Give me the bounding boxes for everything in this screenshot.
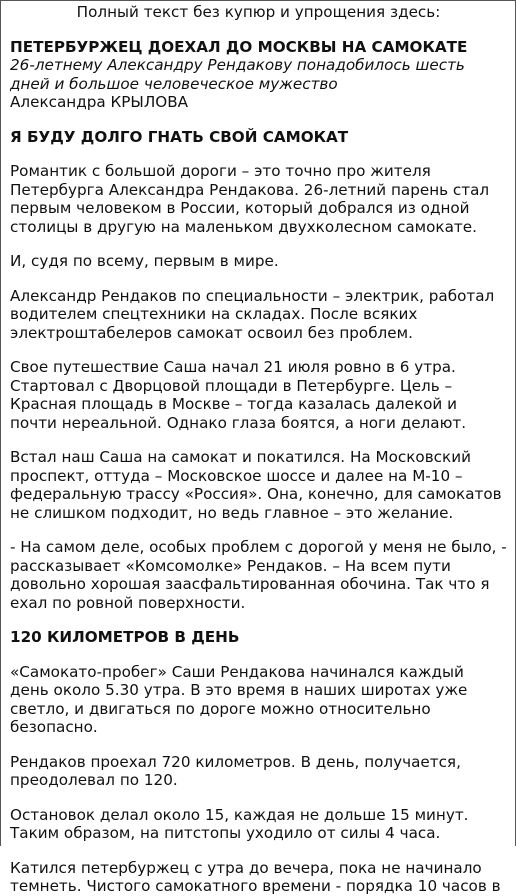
paragraph: Рендаков проехал 720 километров. В день, получается, преодолевал по 120. (10, 752, 461, 789)
paragraph: «Самокато-пробег» Саши Рендакова начинался каждый день около 5.30 утра. В это время в наших широтах уже светло, и двигаться по дороге можно относительно безопасно. (10, 662, 468, 736)
article-lead: 26-летнему Александру Рендакову понадобилось шесть дней и большое человеческое мужество (10, 56, 465, 93)
paragraph: Романтик с большой дороги – это точно про жителя Петербурга Александра Рендакова. 26-летний парень стал первым человеком в России, который добрался из одной столицы в другую на маленьком двухколесном самокате. (10, 162, 490, 236)
full-text-link-line: Полный текст без купюр и упрощения здесь: (76, 3, 441, 21)
paragraph: Свое путешествие Саша начал 21 июля ровно в 6 утра. Стартовал с Дворцовой площади в Петербурге. Цель – Красная площадь в Москве – тогда казалась далекой и почти нереальной. Однако глаза боятся, а ноги делают. (10, 358, 467, 432)
section-heading-1: Я БУДУ ДОЛГО ГНАТЬ СВОЙ САМОКАТ (10, 127, 349, 146)
article (1, 3, 515, 896)
paragraph: - На самом деле, особых проблем с дорогой у меня не было, - рассказывает «Комсомолке» Рендаков. – На всем пути довольно хорошая заасфальтированная обочина. Так что я ехал по ровной поверхности. (10, 538, 507, 612)
paragraph: Остановок делал около 15, каждая не дольше 15 минут. Таким образом, на питстопы уходило от силы 4 часа. (10, 805, 469, 842)
paragraph: Катился петербуржец с утра до вечера, пока не начинало темнеть. Чистого самокатного времени - порядка 10 часов в (10, 858, 501, 895)
paragraph: И, судя по всему, первым в мире. (10, 252, 279, 270)
article-headline: ПЕТЕРБУРЖЕЦ ДОЕХАЛ ДО МОСКВЫ НА САМОКАТЕ (10, 37, 468, 56)
section-heading-2: 120 КИЛОМЕТРОВ В ДЕНЬ (10, 628, 240, 646)
article-author: Александра КРЫЛОВА (10, 93, 189, 111)
paragraph: Встал наш Саша на самокат и покатился. На Московский проспект, оттуда – Московское шоссе и далее на М-10 – федеральную трассу «Россия». Она, конечно, для самокатов не слишком подходит, но ведь главное – это желание. (10, 448, 502, 522)
paragraph: Александр Рендаков по специальности – электрик, работал водителем спецтехники на складах. После всяких электроштабелеров самокат освоил без проблем. (10, 286, 495, 342)
